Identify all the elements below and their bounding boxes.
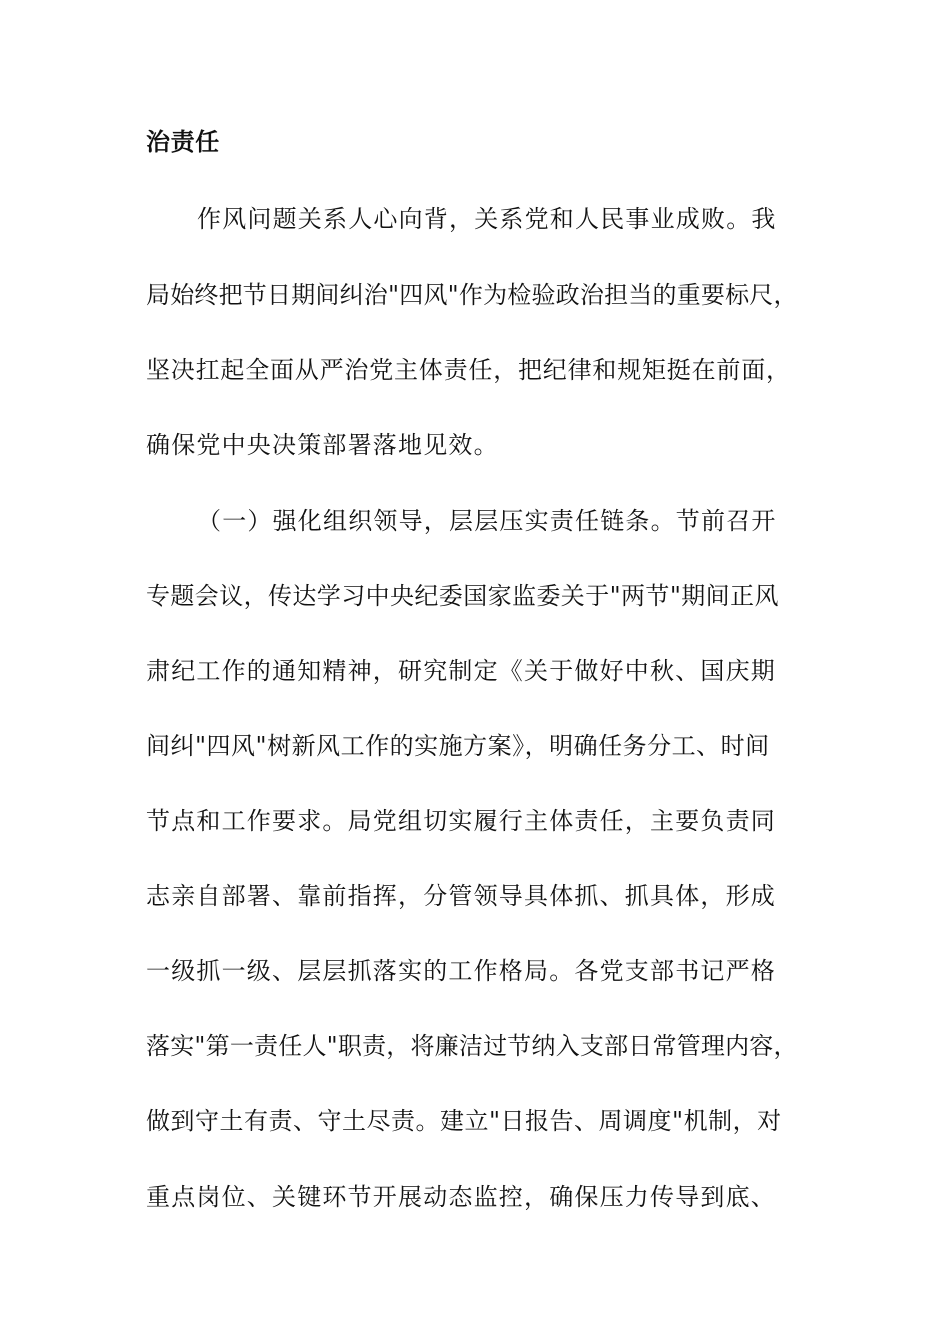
paragraph-2-line-3: 肃纪工作的通知精神，研究制定《关于做好中秋、国庆期 (146, 657, 776, 685)
paragraph-2-line-10: 重点岗位、关键环节开展动态监控，确保压力传导到底、 (146, 1183, 776, 1211)
paragraph-2-line-8: 落实"第一责任人"职责，将廉洁过节纳入支部日常管理内容， (146, 1032, 798, 1060)
paragraph-2-line-7: 一级抓一级、层层抓落实的工作格局。各党支部书记严格 (146, 957, 776, 985)
paragraph-2-line-2: 专题会议，传达学习中央纪委国家监委关于"两节"期间正风 (146, 582, 779, 610)
paragraph-1-line-2: 局始终把节日期间纠治"四风"作为检验政治担当的重要标尺， (146, 281, 798, 309)
paragraph-1-line-1: 作风问题关系人心向背，关系党和人民事业成败。我 (197, 205, 777, 233)
paragraph-2-line-6: 志亲自部署、靠前指挥，分管领导具体抓、抓具体，形成 (146, 882, 776, 910)
paragraph-2-line-4: 间纠"四风"树新风工作的实施方案》，明确任务分工、时间 (146, 732, 770, 760)
section-heading: 治责任 (146, 127, 220, 156)
paragraph-1-line-3: 坚决扛起全面从严治党主体责任，把纪律和规矩挺在前面， (146, 356, 791, 384)
paragraph-2-line-5: 节点和工作要求。局党组切实履行主体责任，主要负责同 (146, 807, 776, 835)
paragraph-2-line-1: （一）强化组织领导，层层压实责任链条。节前召开 (197, 507, 777, 535)
paragraph-2-line-9: 做到守土有责、守土尽责。建立"日报告、周调度"机制，对 (146, 1107, 782, 1135)
paragraph-1-line-4: 确保党中央决策部署落地见效。 (146, 431, 499, 459)
